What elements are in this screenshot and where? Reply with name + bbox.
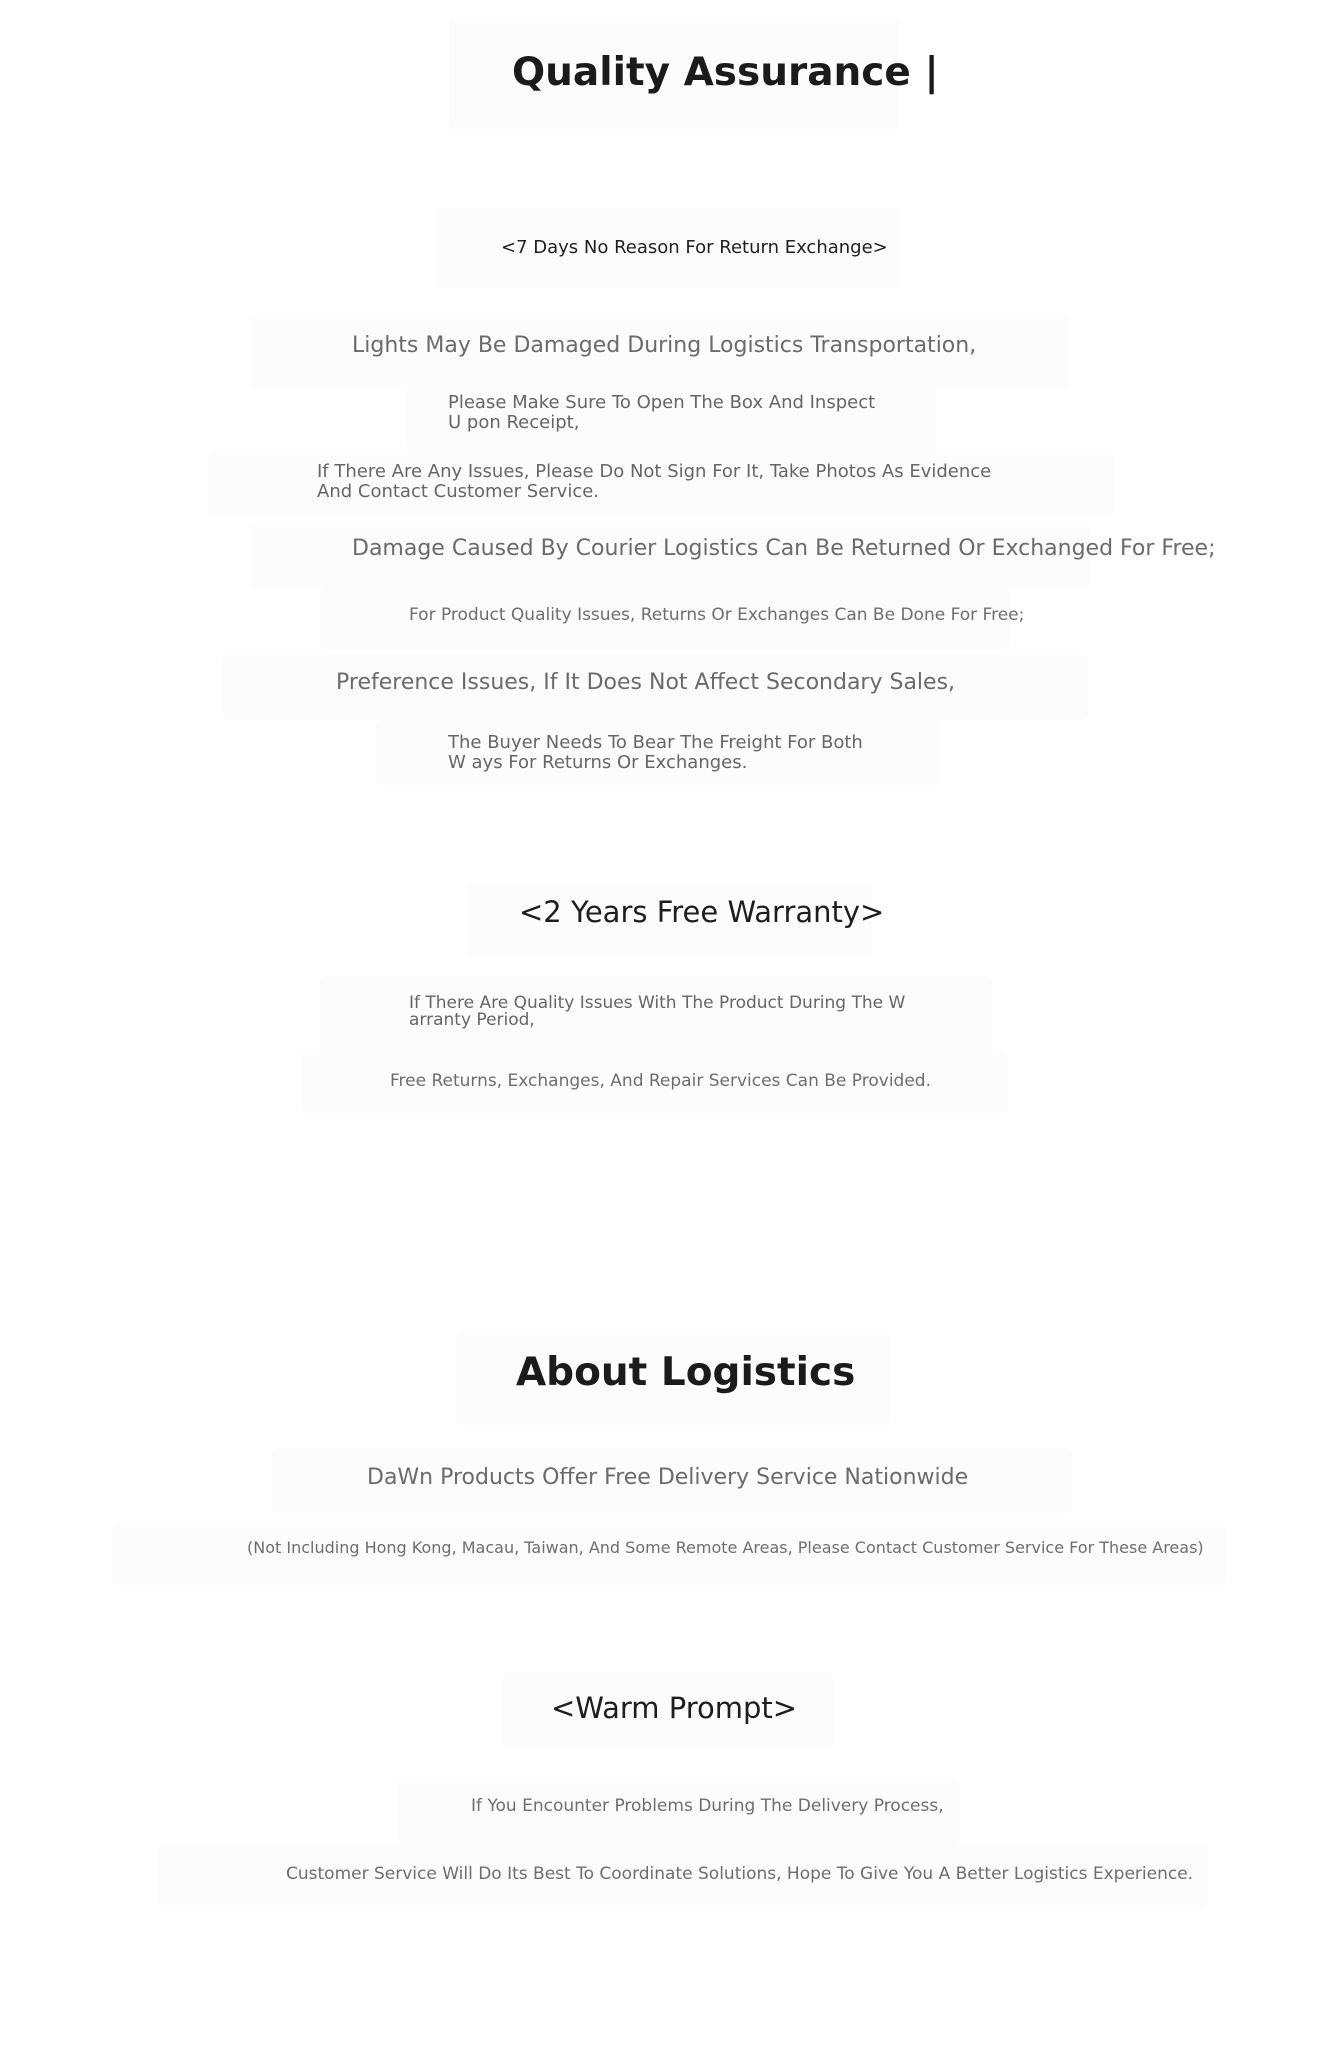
return-line-7: The Buyer Needs To Bear The Freight For Both W ays For Returns Or Exchanges. [448,732,863,773]
return-exchange-heading: <7 Days No Reason For Return Exchange> [501,237,888,258]
return-line-6: Preference Issues, If It Does Not Affect Secondary Sales, [336,670,956,695]
return-line-3: If There Are Any Issues, Please Do Not Sign For It, Take Photos As Evidence And Contact Customer Service. [317,461,992,502]
warranty-line-2: Free Returns, Exchanges, And Repair Services Can Be Provided. [390,1071,931,1091]
return-line-4: Damage Caused By Courier Logistics Can Be Returned Or Exchanged For Free; [352,536,1216,561]
return-line-2: Please Make Sure To Open The Box And Inspect U pon Receipt, [448,392,876,433]
about-logistics-title: About Logistics [516,1350,856,1395]
quality-assurance-title: Quality Assurance | [512,50,939,95]
warranty-heading: <2 Years Free Warranty> [519,895,885,929]
delivery-exclusion-note: (Not Including Hong Kong, Macau, Taiwan, And Some Remote Areas, Please Contact Customer Service For These Areas) [247,1538,1204,1557]
prompt-line-2: Customer Service Will Do Its Best To Coordinate Solutions, Hope To Give You A Better Logistics Experience. [286,1864,1194,1884]
return-line-1: Lights May Be Damaged During Logistics Transportation, [352,333,977,358]
warm-prompt-heading: <Warm Prompt> [551,1691,798,1725]
delivery-statement: DaWn Products Offer Free Delivery Service Nationwide [367,1465,969,1490]
return-line-5: For Product Quality Issues, Returns Or Exchanges Can Be Done For Free; [409,605,1025,625]
warranty-line-1: If There Are Quality Issues With The Product During The W arranty Period, [409,993,906,1030]
prompt-line-1: If You Encounter Problems During The Delivery Process, [471,1796,944,1816]
